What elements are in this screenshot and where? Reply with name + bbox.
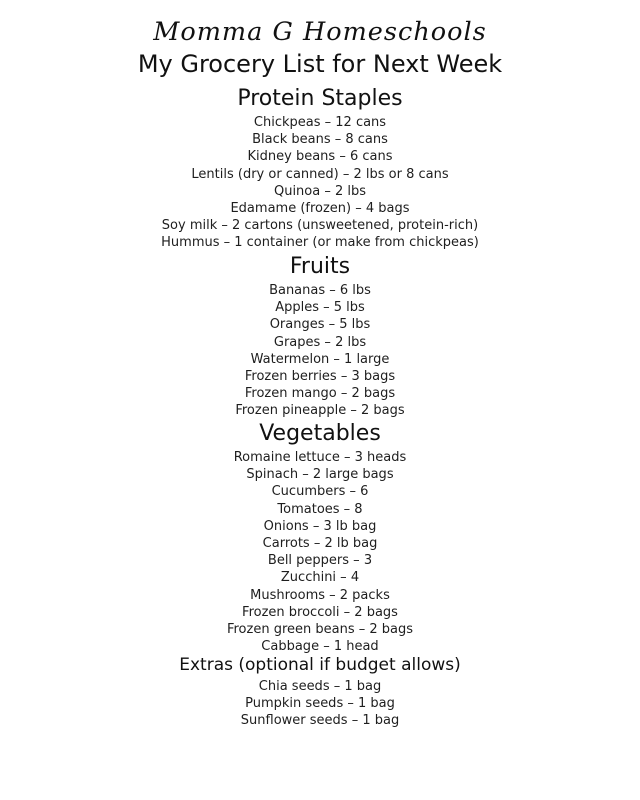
section-heading: Extras (optional if budget allows) [179,655,461,675]
list-item: Frozen broccoli – 2 bags [242,604,398,620]
list-item: Kidney beans – 6 cans [247,149,393,165]
brand-signature: Momma G Homeschools [153,17,487,46]
section-fruits [0,252,640,420]
list-item: Lentils (dry or canned) – 2 lbs or 8 cans [191,166,449,182]
item-list [0,678,640,730]
list-item: Frozen mango – 2 bags [244,386,396,402]
section-protein-staples [0,84,640,252]
section-vegetables [0,419,640,655]
list-item: Black beans – 8 cans [252,132,388,148]
list-item: Sunflower seeds – 1 bag [240,713,400,729]
list-item: Carrots – 2 lb bag [262,536,378,552]
list-item: Cucumbers – 6 [271,484,369,500]
list-item: Mushrooms – 2 packs [250,587,390,603]
list-item: Pumpkin seeds – 1 bag [245,696,395,712]
list-item: Zucchini – 4 [280,570,360,586]
list-item: Onions – 3 lb bag [263,518,377,534]
list-item: Soy milk – 2 cartons (unsweetened, protein-rich) [161,218,479,234]
list-item: Edamame (frozen) – 4 bags [230,201,410,217]
list-item: Oranges – 5 lbs [269,317,371,333]
list-item: Frozen berries – 3 bags [244,369,396,385]
list-item: Spinach – 2 large bags [246,467,394,483]
list-item: Bell peppers – 3 [267,553,373,569]
list-item: Cabbage – 1 head [261,639,379,655]
item-list [0,282,640,420]
list-item: Apples – 5 lbs [275,300,365,316]
list-item: Bananas – 6 lbs [269,283,371,298]
list-item: Frozen pineapple – 2 bags [235,403,405,419]
section-heading: Protein Staples [237,86,403,111]
list-item: Romaine lettuce – 3 heads [233,450,407,465]
list-item: Tomatoes – 8 [277,501,363,517]
list-item: Hummus – 1 container (or make from chickpeas) [161,235,479,251]
list-item: Chia seeds – 1 bag [258,679,382,694]
list-item: Quinoa – 2 lbs [273,183,367,199]
list-item: Watermelon – 1 large [250,351,390,367]
section-extras [0,653,640,730]
item-list [0,114,640,252]
section-heading: Vegetables [259,421,381,446]
list-item: Frozen green beans – 2 bags [226,622,414,638]
section-heading: Fruits [289,254,351,279]
list-item: Chickpeas – 12 cans [253,115,387,130]
list-item: Grapes – 2 lbs [273,334,367,350]
item-list [0,449,640,655]
page-title: My Grocery List for Next Week [137,50,503,78]
